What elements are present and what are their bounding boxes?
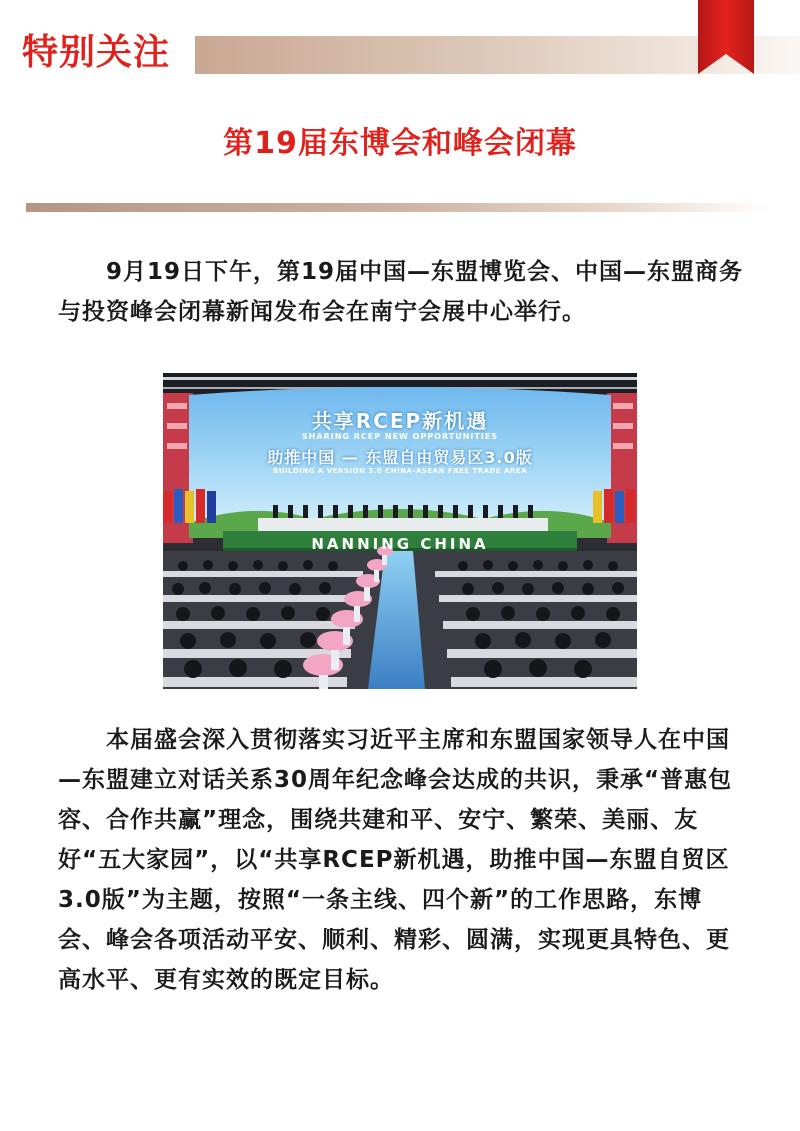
article-photo bbox=[163, 373, 637, 689]
article-title: 第19届东博会和峰会闭幕 bbox=[223, 126, 577, 161]
banner-theme: 助推中国 — 东盟自由贸易区3.0版 bbox=[267, 448, 533, 467]
banner-subhead-en: SHARING RCEP NEW OPPORTUNITIES bbox=[301, 432, 499, 441]
banner-headline: 共享RCEP新机遇 bbox=[311, 409, 489, 433]
section-label: 特别关注 bbox=[22, 32, 171, 73]
banner-theme-en: BUILDING A VERSION 3.0 CHINA-ASEAN FREE TRADE AREA bbox=[272, 467, 528, 475]
bookmark-icon bbox=[698, 0, 754, 74]
article-paragraph-2: 本届盛会深入贯彻落实习近平主席和东盟国家领导人在中国—东盟建立对话关系30周年纪念峰会达成的共识，秉承“普惠包容、合作共赢”理念，围绕共建和平、安宁、繁荣、美丽、友好“五大家园”，以“共享RCEP新机遇，助推中国—东盟自贸区3.0版”为主题，按照“一条主线、四个新”的工作思路，东博会、峰会各项活动平安、顺利、精彩、圆满，实现更具特色、更高水平、更有实效的既定目标。 bbox=[58, 727, 733, 993]
article-paragraph-1: 9月19日下午，第19届中国—东盟博览会、中国—东盟商务与投资峰会闭幕新闻发布会在南宁会展中心举行。 bbox=[58, 259, 744, 325]
stage-lettering: NANNING CHINA bbox=[311, 535, 489, 553]
title-divider bbox=[26, 203, 771, 212]
